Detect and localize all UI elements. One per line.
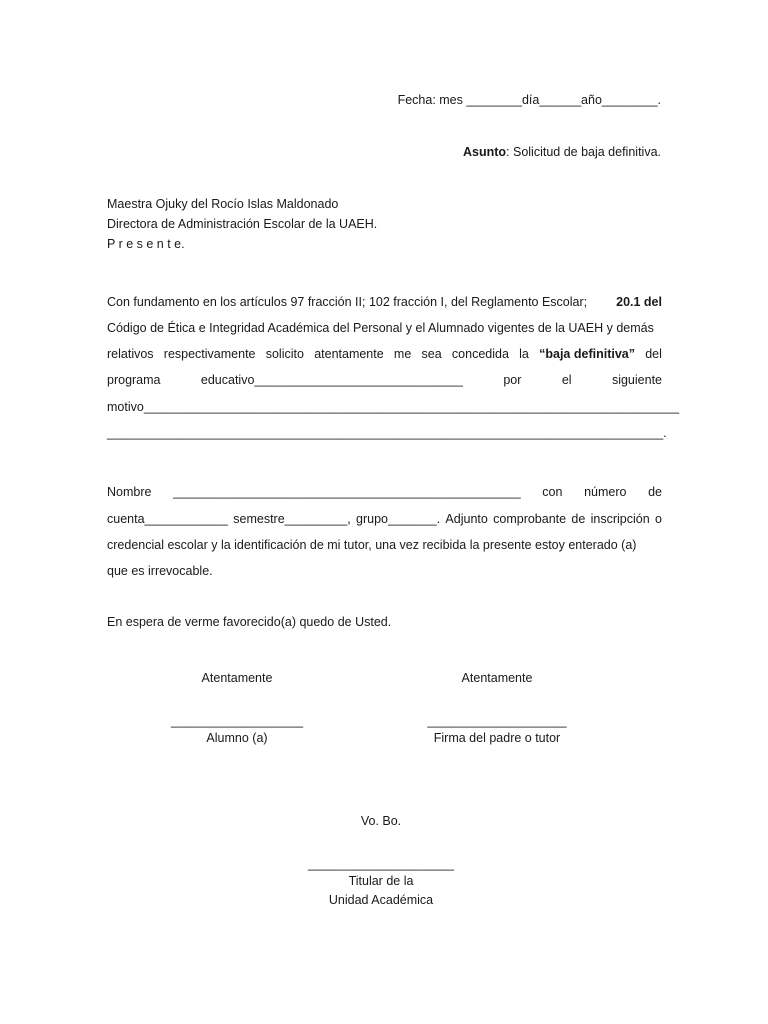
tutor-attentively: Atentamente — [461, 671, 533, 685]
paragraph2-line1 — [107, 484, 662, 500]
p2-word: inscripción — [590, 512, 650, 526]
grupo-blank: grupo_______. — [356, 512, 441, 526]
p1-word: el — [561, 373, 572, 387]
p2-word: comprobante — [493, 512, 567, 526]
cuenta-blank: cuenta____________ — [107, 512, 228, 526]
p1-word: relativos — [107, 347, 154, 361]
programa-blank: educativo______________________________ — [200, 373, 463, 387]
student-attentively: Atentamente — [201, 671, 273, 685]
vobo-label: Vo. Bo. — [360, 814, 402, 828]
p1-line2-text: Código de Ética e Integridad Académica del Personal y el Alumnado vigentes de la UAEH y demás — [107, 321, 654, 335]
recipient-name: Maestra Ojuky del Rocío Islas Maldonado — [107, 197, 339, 211]
paragraph2-line3 — [107, 537, 662, 553]
tutor-signature-line: ____________________ — [427, 714, 567, 728]
paragraph2-line4: que es irrevocable. — [107, 564, 213, 578]
subject-line — [463, 144, 661, 160]
p2-word: o — [654, 512, 662, 526]
paragraph2-line2 — [107, 511, 662, 527]
p2-line3-text: credencial escolar y la identificación de mi tutor, una vez recibida la presente estoy enterado (a) — [107, 538, 637, 552]
motivo-blank-continued: ________________________________________________________________________________. — [107, 426, 667, 440]
student-signature-line: ___________________ — [170, 714, 304, 728]
p2-word: de — [571, 512, 586, 526]
recipient-title: Directora de Administración Escolar de la UAEH. — [107, 217, 378, 231]
date-line: Fecha: mes ________día______año________. — [397, 93, 661, 107]
vobo-signature-line: _____________________ — [308, 857, 454, 871]
nombre-blank: __________________________________________________ — [173, 485, 521, 499]
p1-word: solicito — [265, 347, 304, 361]
p1-word: por — [503, 373, 522, 387]
vobo-title-line2: Unidad Académica — [328, 893, 434, 907]
subject-label: Asunto — [462, 145, 507, 159]
p1-word: sea — [421, 347, 442, 361]
p2-word: número — [584, 485, 627, 499]
p1-word: respectivamente — [163, 347, 256, 361]
p1-word: programa — [107, 373, 161, 387]
semestre-blank: semestre_________, — [233, 512, 351, 526]
p1-word: siguiente — [611, 373, 662, 387]
p1-word: del — [645, 347, 662, 361]
motivo-blank: motivo_____________________________________________________________________________ — [107, 400, 680, 414]
student-signature-label: Alumno (a) — [206, 731, 268, 745]
p1-line1-bold: 20.1 del — [616, 295, 662, 309]
p1-line1-text: Con fundamento en los artículos 97 fracción II; 102 fracción I, del Reglamento Escolar; — [107, 295, 588, 309]
vobo-title-line1: Titular de la — [348, 874, 414, 888]
p1-word: concedida — [451, 347, 509, 361]
presente-line: P r e s e n t e. — [107, 237, 185, 251]
p2-word: Adjunto — [445, 512, 488, 526]
closing-line: En espera de verme favorecido(a) quedo de Usted. — [107, 615, 392, 629]
paragraph1-line1 — [107, 294, 662, 310]
p2-word: de — [648, 485, 662, 499]
p1-word: atentamente — [314, 347, 384, 361]
p2-word: Nombre — [107, 485, 152, 499]
paragraph1-line3 — [107, 346, 662, 362]
baja-definitiva-bold: “baja definitiva” — [539, 347, 635, 361]
p2-word: con — [542, 485, 563, 499]
paragraph1-line4 — [107, 372, 662, 388]
tutor-signature-label: Firma del padre o tutor — [433, 731, 561, 745]
p1-word: la — [519, 347, 529, 361]
paragraph1-line2 — [107, 320, 662, 336]
subject-text: : Solicitud de baja definitiva. — [506, 145, 661, 159]
p1-word: me — [393, 347, 412, 361]
